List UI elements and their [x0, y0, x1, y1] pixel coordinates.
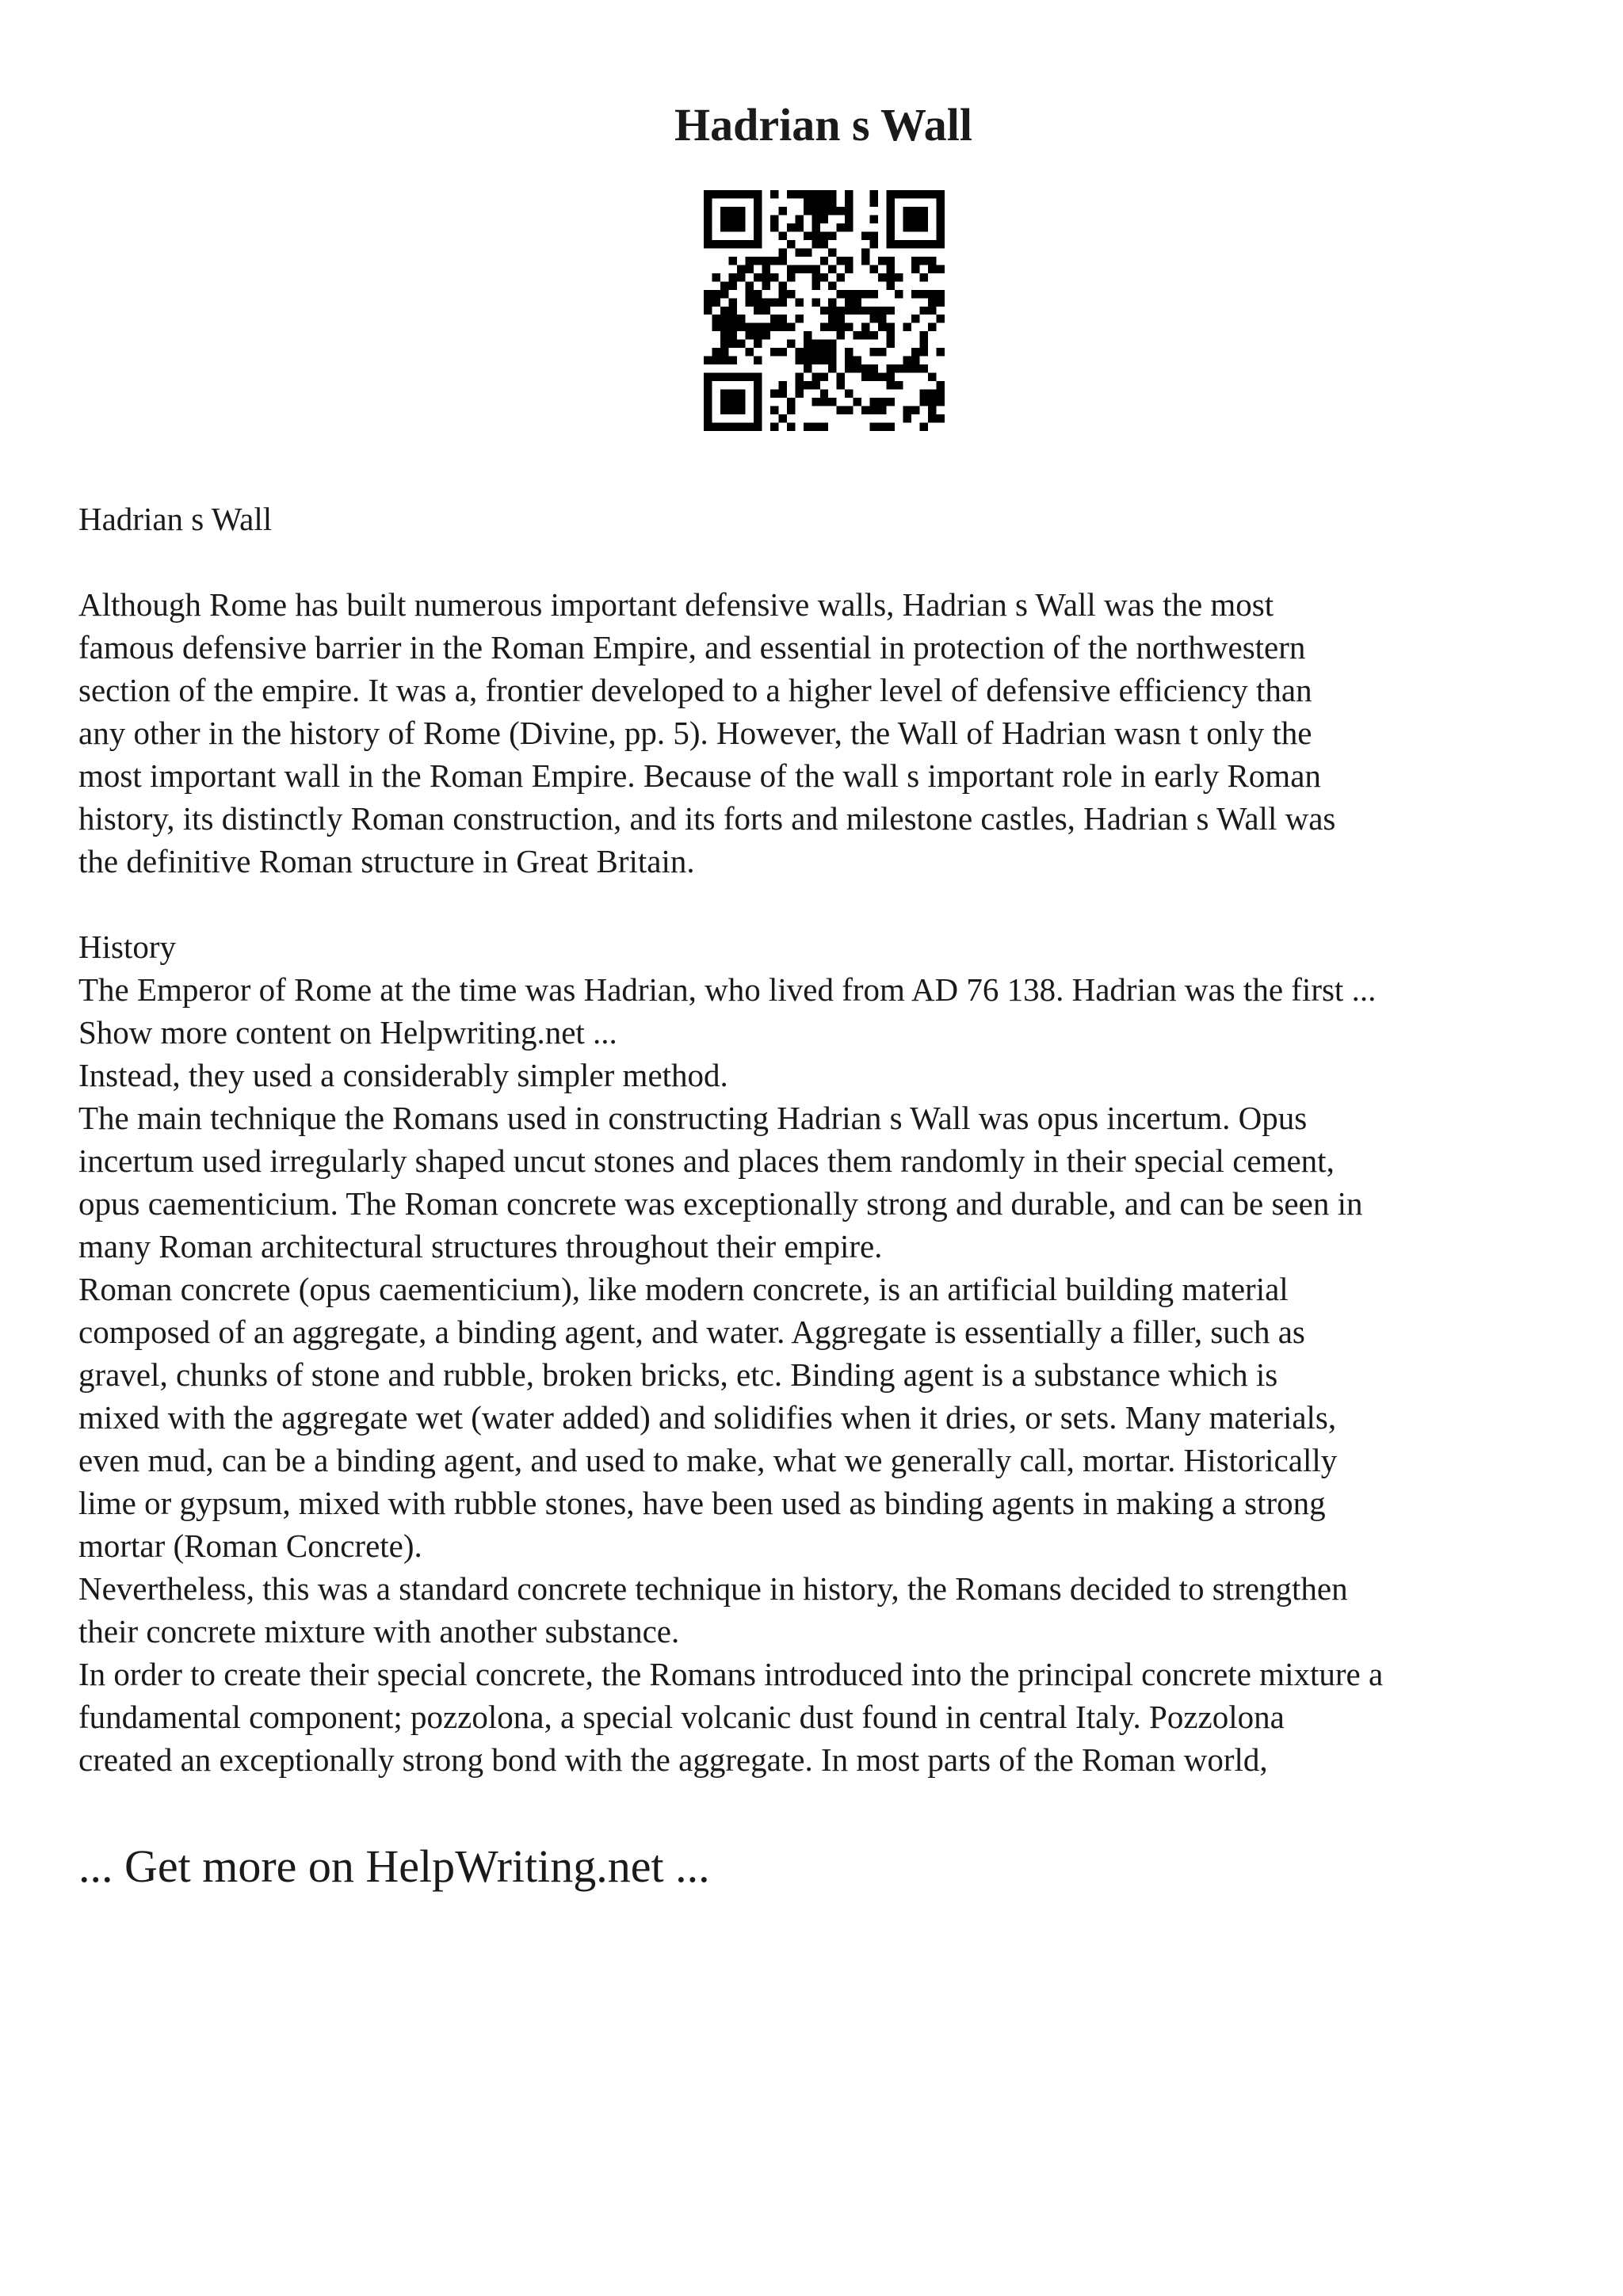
body-line: created an exceptionally strong bond with the aggregate. In most parts of the Roman world,: [78, 1741, 1268, 1778]
intro-line: any other in the history of Rome (Divine, pp. 5). However, the Wall of Hadrian wasn t only the: [78, 715, 1312, 751]
body-line: lime or gypsum, mixed with rubble stones, have been used as binding agents in making a strong: [78, 1485, 1326, 1521]
body-line: gravel, chunks of stone and rubble, broken bricks, etc. Binding agent is a substance which is: [78, 1356, 1278, 1393]
document-body: [78, 498, 1584, 1781]
body-line: In order to create their special concrete, the Romans introduced into the principal concrete mixture a: [78, 1656, 1384, 1692]
body-line: mixed with the aggregate wet (water added) and solidifies when it dries, or sets. Many materials,: [78, 1399, 1337, 1436]
body-line: Nevertheless, this was a standard concrete technique in history, the Romans decided to strengthen: [78, 1570, 1348, 1607]
intro-paragraph: [78, 583, 1584, 883]
get-more-link[interactable]: ... Get more on HelpWriting.net ...: [78, 1840, 710, 1892]
intro-line: the definitive Roman structure in Great Britain.: [78, 843, 695, 879]
intro-line: Although Rome has built numerous important defensive walls, Hadrian s Wall was the most: [78, 586, 1274, 623]
body-line: even mud, can be a binding agent, and used to make, what we generally call, mortar. Historically: [78, 1442, 1338, 1478]
intro-line: famous defensive barrier in the Roman Empire, and essential in protection of the northwestern: [78, 629, 1306, 666]
history-heading: History: [78, 929, 176, 965]
body-line: Roman concrete (opus caementicium), like modern concrete, is an artificial building material: [78, 1271, 1289, 1307]
body-line: mortar (Roman Concrete).: [78, 1527, 422, 1564]
intro-line: most important wall in the Roman Empire. Because of the wall s important role in early Roman: [78, 757, 1321, 794]
subtitle: Hadrian s Wall: [78, 501, 273, 537]
body-line: many Roman architectural structures throughout their empire.: [78, 1228, 883, 1264]
body-line: The main technique the Romans used in constructing Hadrian s Wall was opus incertum. Opus: [78, 1100, 1308, 1136]
body-line: fundamental component; pozzolona, a special volcanic dust found in central Italy. Pozzolona: [78, 1699, 1285, 1735]
body-line: Show more content on Helpwriting.net ...: [78, 1014, 617, 1051]
body-line: their concrete mixture with another substance.: [78, 1613, 680, 1650]
body-line: incertum used irregularly shaped uncut stones and places them randomly in their special cement,: [78, 1142, 1335, 1179]
intro-line: section of the empire. It was a, frontier developed to a higher level of defensive efficiency than: [78, 672, 1312, 708]
body-line: opus caementicium. The Roman concrete was exceptionally strong and durable, and can be seen in: [78, 1185, 1363, 1222]
qr-code-icon: [704, 190, 945, 431]
body-line: The Emperor of Rome at the time was Hadrian, who lived from AD 76 138. Hadrian was the first ...: [78, 971, 1377, 1008]
body-line: composed of an aggregate, a binding agent, and water. Aggregate is essentially a filler, such as: [78, 1314, 1305, 1350]
paragraph-gap: [78, 883, 1584, 925]
body-line: Instead, they used a considerably simpler method.: [78, 1057, 728, 1093]
history-section: [78, 968, 1584, 1781]
intro-line: history, its distinctly Roman construction, and its forts and milestone castles, Hadrian s Wall was: [78, 800, 1336, 837]
paragraph-gap: [78, 540, 1584, 583]
document-title: Hadrian s Wall: [674, 99, 973, 151]
